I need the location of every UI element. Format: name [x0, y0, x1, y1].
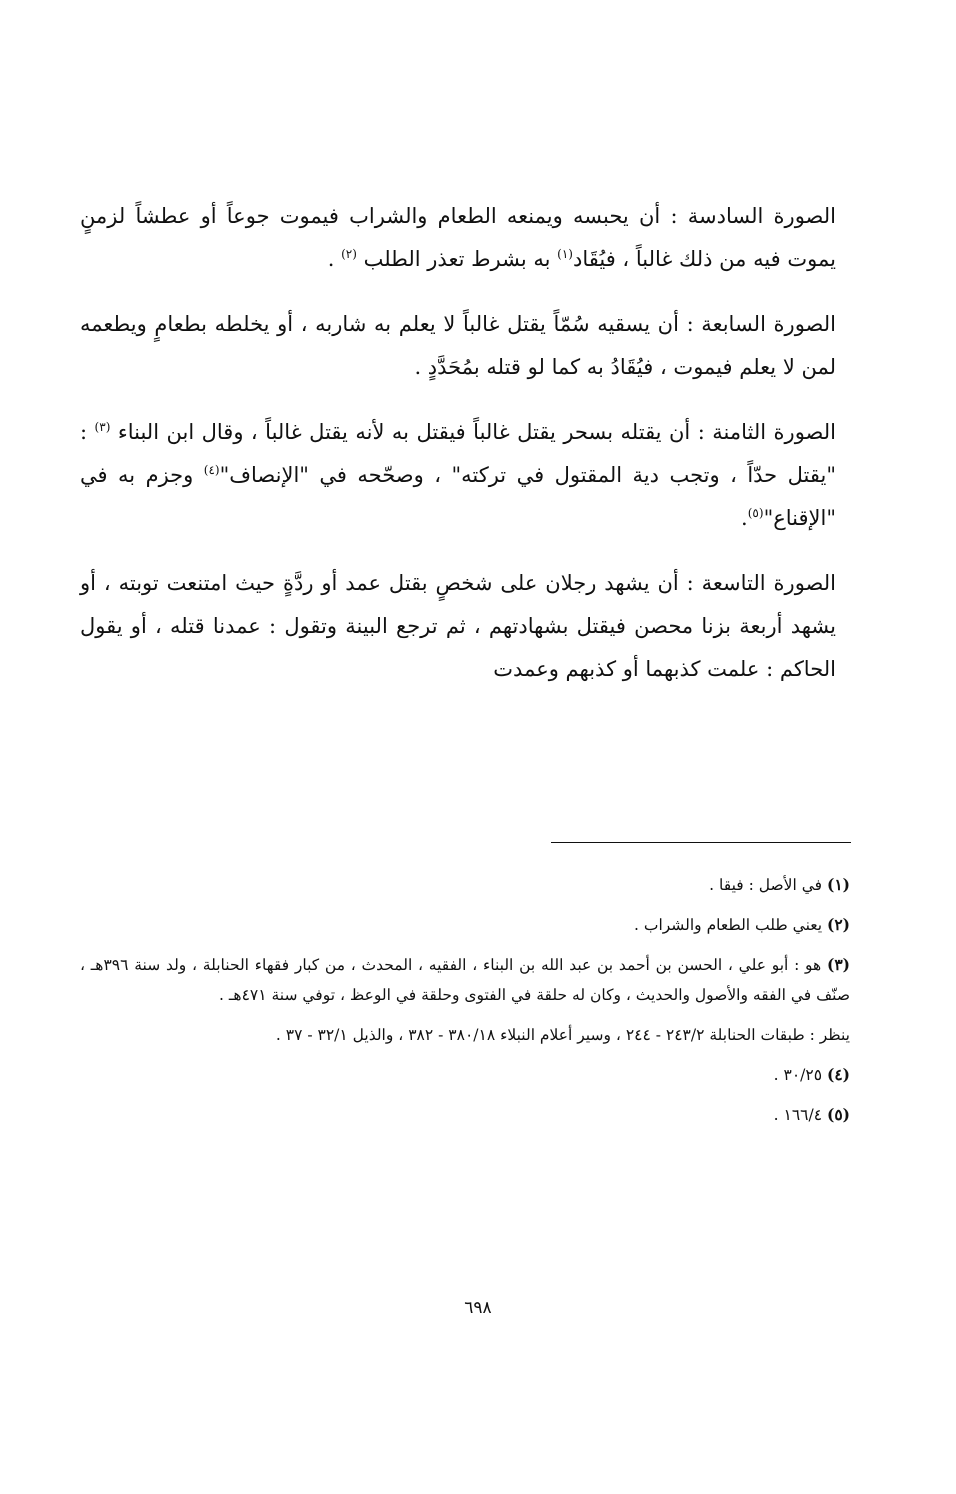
footnote-ref-2: (٢): [341, 247, 357, 261]
footnote-number: (٥): [826, 1105, 850, 1124]
paragraph-text: .: [741, 506, 748, 530]
paragraph-ninth-form: [80, 562, 836, 691]
paragraph-text: الصورة التاسعة : أن يشهد رجلان على شخصٍ بقتل عمد أو ردَّةٍ حيث امتنعت توبته ، أو يشهد أربعة بزنا محصن فيقتل بشهادتهم ، ثم ترجع البينة وتقول : عمدنا قتله ، أو يقول الحاكم : علمت كذبهما أو كذبهم وعمدت: [80, 571, 836, 681]
footnote-2: [80, 910, 850, 940]
paragraph-text: وجزم به في "الإقناع": [80, 463, 836, 530]
paragraph-text: الصورة الثامنة : أن يقتله بسحر يقتل غالباً فيقتل به لأنه يقتل غالباً ، وقال ابن البناء: [110, 420, 836, 444]
main-text: [80, 195, 836, 713]
footnote-text: ٣٠/٢٥ .: [773, 1066, 827, 1084]
footnote-text: يعني طلب الطعام والشراب .: [634, 916, 827, 934]
footnote-text: هو : أبو علي ، الحسن بن أحمد بن عبد الله بن البناء ، الفقيه ، المحدث ، من كبار فقهاء الحنابلة ، ولد سنة ٣٩٦هـ ، صنّف في الفقه والأصول والحديث ، وكان له حلقة في الفتوى وحلقة في الوعظ ، توفي سنة ٤٧١هـ .: [80, 956, 850, 1004]
paragraph-sixth-form: [80, 195, 836, 281]
footnote-ref-3: (٣): [94, 420, 111, 434]
footnote-4: [80, 1060, 850, 1090]
footnote-text: في الأصل : فيقا .: [709, 876, 827, 894]
paragraph-eighth-form: [80, 411, 836, 540]
footnote-text: ينظر : طبقات الحنابلة ٢٤٣/٢ - ٢٤٤ ، وسير أعلام النبلاء ٣٨٠/١٨ - ٣٨٢ ، والذيل ٣٢/١ - ٣٧ .: [275, 1026, 850, 1044]
footnote-3-references: [80, 1020, 850, 1050]
footnote-number: (٢): [826, 915, 850, 934]
footnote-separator: [551, 842, 851, 843]
footnote-5: [80, 1100, 850, 1130]
paragraph-text: : "يقتل حدّاً ، وتجب دية المقتول في تركته" ، وصحّحه في "الإنصاف": [80, 420, 836, 487]
footnote-number: (٣): [826, 955, 850, 974]
page-number: ٦٩٨: [464, 1298, 492, 1318]
footnote-text: ١٦٦/٤ .: [773, 1106, 827, 1124]
footnotes-section: [80, 870, 850, 1140]
paragraph-text: .: [327, 247, 342, 271]
footnote-1: [80, 870, 850, 900]
paragraph-text: به بشرط تعذر الطلب: [356, 247, 558, 271]
footnote-number: (٤): [826, 1065, 850, 1084]
paragraph-seventh-form: [80, 303, 836, 389]
footnote-ref-5: (٥): [747, 506, 764, 520]
paragraph-text: الصورة السابعة : أن يسقيه سُمّاً يقتل غالباً لا يعلم به شاربه ، أو يخلطه بطعامٍ ويطعمه لمن لا يعلم فيموت ، فيُقَادُ به كما لو قتله بمُحَدَّدٍ .: [80, 312, 836, 379]
footnote-3: [80, 950, 850, 1010]
footnote-ref-1: (١): [557, 247, 573, 261]
paragraph-text: الصورة السادسة : أن يحبسه ويمنعه الطعام والشراب فيموت جوعاً أو عطشاً لزمنٍ يموت فيه من ذلك غالباً ، فيُقَاد: [80, 204, 836, 271]
footnote-ref-4: (٤): [203, 463, 220, 477]
footnote-number: (١): [826, 875, 850, 894]
